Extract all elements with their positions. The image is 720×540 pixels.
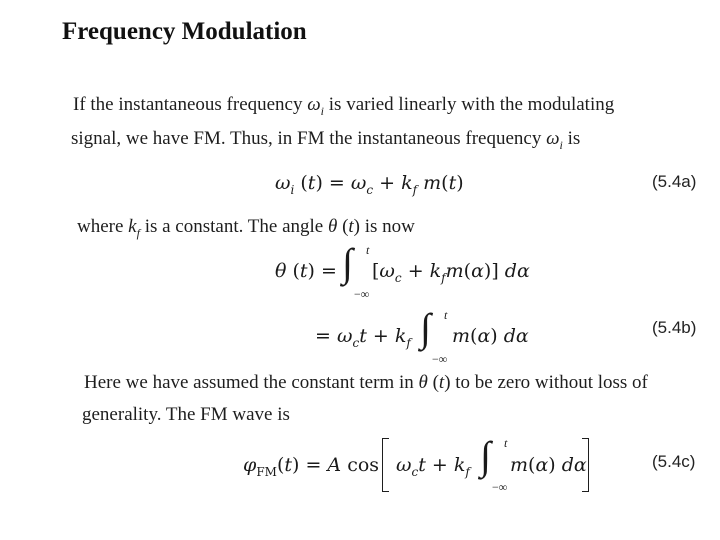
equation-5-4b-line1: θ (t) =: [275, 260, 337, 282]
para1-line2-a: signal, we have FM. Thus, in FM the instantaneous frequency: [71, 128, 542, 149]
para3-line1: Here we have assumed the constant term in θ (t) to be zero without loss of: [84, 372, 648, 393]
lower-limit-3: −∞: [492, 480, 508, 494]
equation-5-4c-integrand: m(α) dα: [510, 454, 587, 476]
para2-b: is a constant. The angle: [144, 216, 324, 237]
para3-line1-a: Here we have assumed the constant term in: [84, 372, 414, 393]
equation-number-5-4c: (5.4c): [652, 452, 696, 471]
equation-number-5-4b: (5.4b): [652, 318, 697, 337]
upper-limit-3: t: [504, 436, 508, 450]
textbook-scan: [60, 80, 710, 530]
right-bracket: [582, 438, 589, 492]
equation-5-4a: $\omega_i$ $(t) = \omega_c + k_f$ m(t): [275, 172, 464, 197]
integral-sign-1: ∫ t −∞: [342, 240, 370, 301]
upper-limit-2: t: [444, 308, 448, 322]
equation-5-4c-lhs: $\varphi_{FM}(t) = A$ cos: [243, 454, 380, 479]
equation-5-4b-integrand1: $[\omega_c + k_fm(\alpha)]$ dα: [372, 260, 530, 285]
equation-5-4b-integrand2: m(α) dα: [452, 325, 529, 347]
para2-c: is now: [364, 216, 415, 237]
para1-line1: [73, 94, 614, 119]
lower-limit-2: −∞: [432, 352, 448, 366]
para3-line1-b: to be zero without loss of: [455, 372, 648, 393]
theta-symbol-2: θ: [418, 372, 428, 393]
omega-i-symbol-2: $\omega_i$: [546, 128, 563, 152]
para1-line2: [71, 128, 580, 153]
equation-5-4b-line2: = $\omega_ct + k_f$: [315, 325, 411, 350]
para2: where $k_f$ is a constant. The angle θ (t) is now: [77, 216, 415, 240]
para3-line2: [82, 404, 290, 426]
equation-5-4c-inner: $\omega_ct + k_f$: [396, 454, 470, 479]
left-bracket: [382, 438, 389, 492]
para3-line2-a: generality. The FM wave is: [82, 404, 290, 425]
integral-sign-3: ∫ t −∞: [480, 433, 508, 494]
para1-line2-b: is: [567, 128, 581, 149]
para1-line1-a: If the instantaneous frequency: [73, 94, 303, 115]
theta-symbol: θ: [327, 216, 338, 237]
lower-limit-1: −∞: [354, 287, 370, 301]
kf-symbol: $k_f$: [128, 216, 140, 240]
integral-sign-2: ∫ t −∞: [420, 305, 448, 366]
para1-line1-b: is varied linearly with the modulating: [328, 94, 615, 115]
omega-i-symbol: $\omega_i$: [307, 94, 325, 118]
upper-limit-1: t: [366, 243, 370, 257]
slide-title: Frequency Modulation: [62, 18, 307, 45]
equation-number-5-4a: (5.4a): [652, 172, 697, 191]
para2-a: where: [77, 216, 124, 237]
